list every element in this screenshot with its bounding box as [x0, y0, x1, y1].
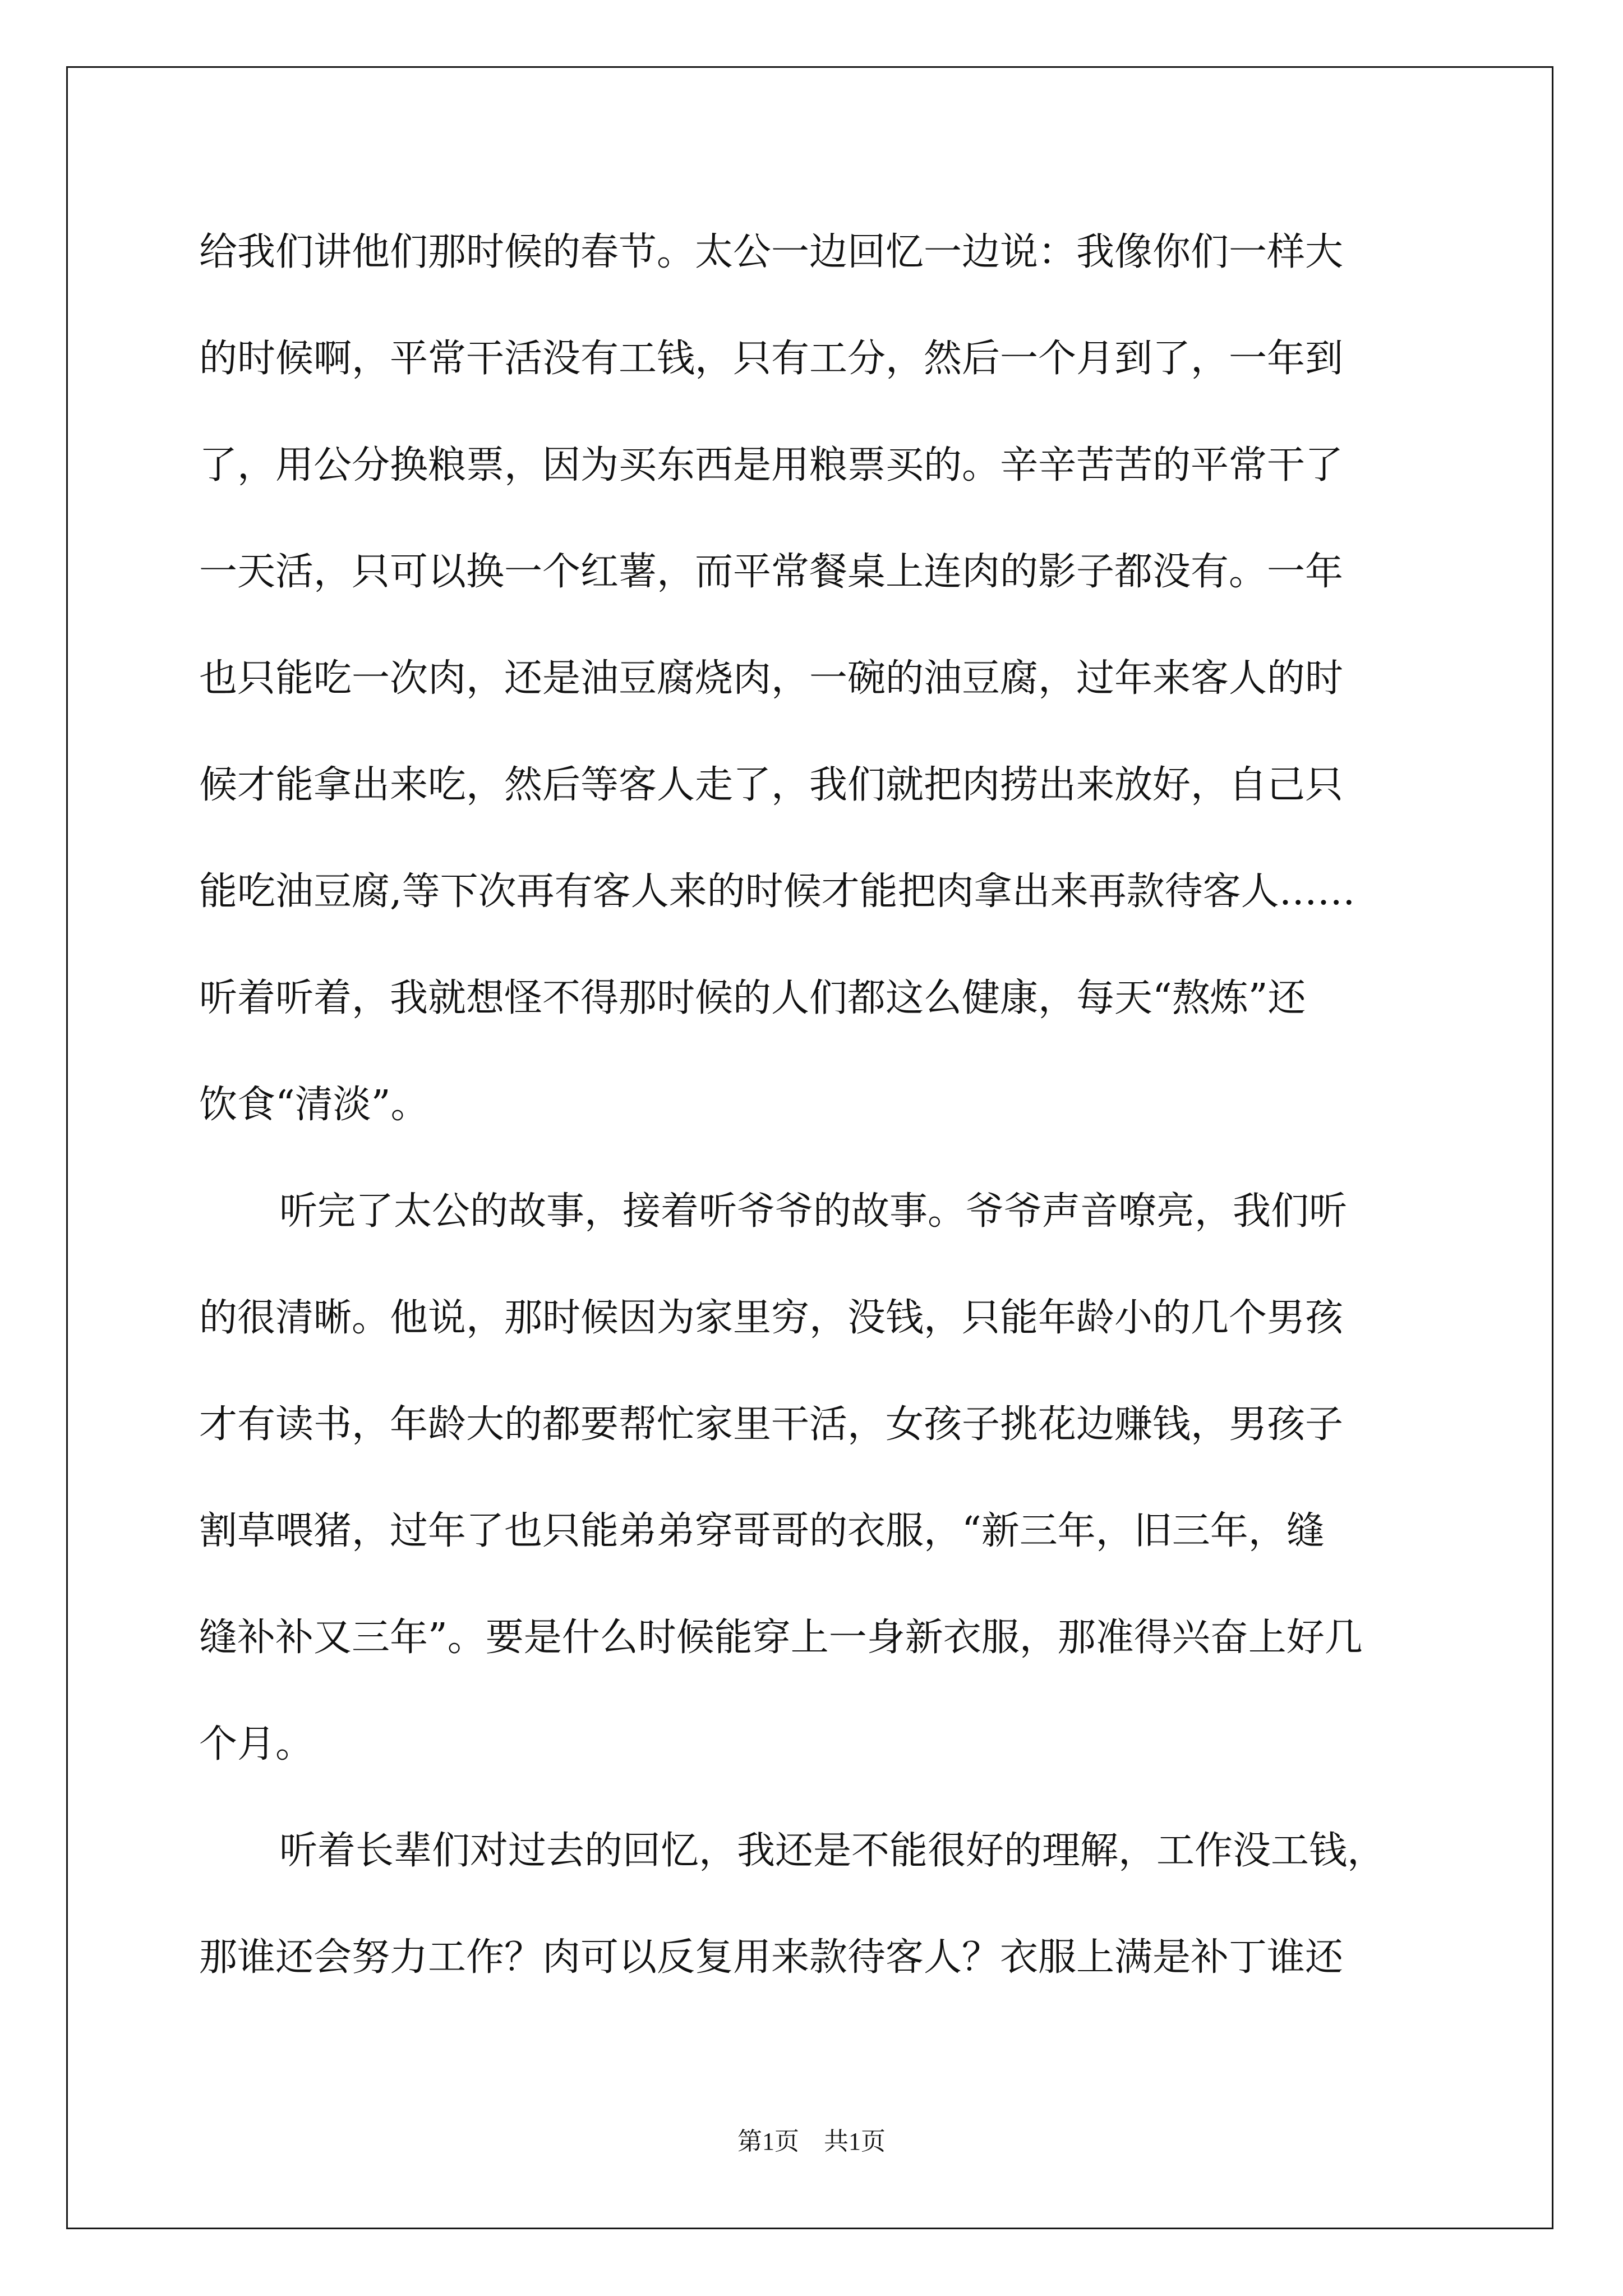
paragraph-1-line-4: 一天活，只可以换一个红薯，而平常餐桌上连肉的影子都没有。一年 — [199, 550, 1344, 594]
paragraph-1-line-2: 的时候啊，平常干活没有工钱，只有工分，然后一个月到了，一年到 — [199, 337, 1344, 381]
paragraph-1-line-6: 候才能拿出来吃，然后等客人走了，我们就把肉捞出来放好，自己只 — [199, 763, 1344, 807]
paragraph-3-line-1: 听着长辈们对过去的回忆，我还是不能很好的理解，工作没工钱， — [279, 1829, 1386, 1873]
paragraph-1-line-5: 也只能吃一次肉，还是油豆腐烧肉，一碗的油豆腐，过年来客人的时 — [199, 656, 1344, 701]
paragraph-1-line-1: 给我们讲他们那时候的春节。太公一边回忆一边说：我像你们一样大 — [199, 230, 1344, 274]
paragraph-3-line-2: 那谁还会努力工作？肉可以反复用来款待客人？衣服上满是补丁谁还 — [199, 1935, 1344, 1980]
page-footer: 第1页 共1页 — [737, 2128, 886, 2155]
paragraph-1-line-3: 了，用公分换粮票，因为买东西是用粮票买的。辛辛苦苦的平常干了 — [199, 443, 1344, 487]
paragraph-1-line-9: 饮食“清淡”。 — [199, 1083, 429, 1127]
paragraph-2-line-6: 个月。 — [199, 1722, 314, 1766]
paragraph-2-line-5: 缝补补又三年”。要是什么时候能穿上一身新衣服，那准得兴奋上好几 — [199, 1616, 1363, 1660]
paragraph-1-line-7: 能吃油豆腐,等下次再有客人来的时候才能把肉拿出来再款待客人…… — [199, 869, 1355, 914]
paragraph-2-line-3: 才有读书，年龄大的都要帮忙家里干活，女孩子挑花边赚钱，男孩子 — [199, 1402, 1344, 1447]
paragraph-1-line-8: 听着听着，我就想怪不得那时候的人们都这么健康，每天“熬炼”还 — [199, 976, 1306, 1020]
page-border — [66, 66, 1553, 2229]
paragraph-2-line-4: 割草喂猪，过年了也只能弟弟穿哥哥的衣服，“新三年，旧三年，缝 — [199, 1509, 1325, 1553]
paragraph-2-line-1: 听完了太公的故事，接着听爷爷的故事。爷爷声音嘹亮，我们听 — [279, 1189, 1348, 1234]
paragraph-2-line-2: 的很清晰。他说，那时候因为家里穷，没钱，只能年龄小的几个男孩 — [199, 1296, 1344, 1340]
